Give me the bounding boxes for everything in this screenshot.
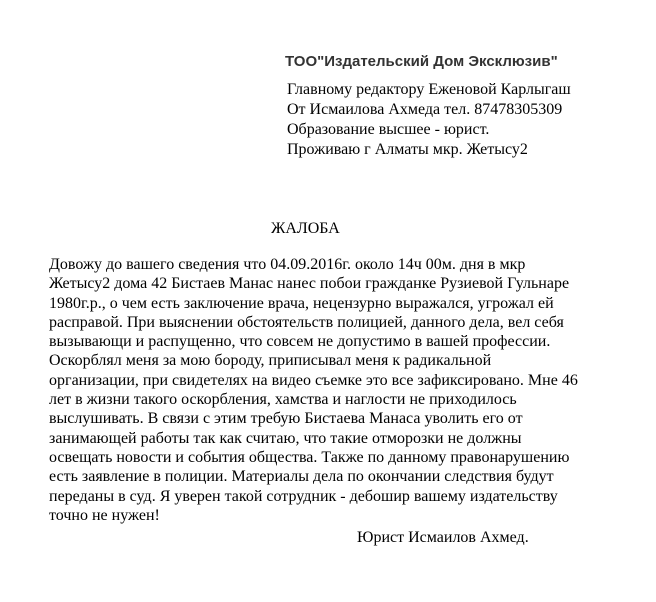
- company-name: ТОО"Издательский Дом Эксклюзив": [285, 53, 558, 70]
- body-line: расправой. При выяснении обстоятельств полицией, данного дела, вел себя: [49, 313, 564, 331]
- body-line: выслушивать. В связи с этим требую Бистаева Манаса уволить его от: [49, 410, 523, 428]
- body-line: вызывающи и распущенно, что совсем не допустимо в вашей профессии.: [49, 333, 551, 351]
- addressee-line-sender: От Исмаилова Ахмеда тел. 87478305309: [287, 101, 563, 118]
- body-line: организации, при свидетелях на видео съемке это все зафиксировано. Мне 46: [49, 371, 578, 389]
- body-line: Жетысу2 дома 42 Бистаев Манас нанес побои гражданке Рузиевой Гульнаре: [49, 275, 570, 293]
- addressee-line-education: Образование высшее - юрист.: [287, 121, 490, 138]
- addressee-line-recipient: Главному редактору Еженовой Карлыгаш: [287, 81, 571, 98]
- signature: Юрист Исмаилов Ахмед.: [357, 529, 529, 546]
- addressee-block: [287, 80, 571, 160]
- body-line: Оскорблял меня за мою бороду, приписывал меня к радикальной: [49, 352, 492, 370]
- complaint-body: [49, 255, 629, 525]
- body-line: освещать новости и события общества. Также по данному правонарушению: [49, 448, 570, 466]
- body-line: переданы в суд. Я уверен такой сотрудник - дебошир вашему издательству: [49, 487, 558, 505]
- body-line: есть заявление в полиции. Материалы дела по окончании следствия будут: [49, 468, 554, 486]
- body-line: занимающей работы так как считаю, что такие отморозки не должны: [49, 429, 522, 447]
- body-line: 1980г.р., о чем есть заключение врача, нецензурно выражался, угрожал ей: [49, 294, 554, 312]
- body-line: точно не нужен!: [49, 506, 160, 524]
- body-line: Довожу до вашего сведения что 04.09.2016г. около 14ч 00м. дня в мкр: [49, 256, 526, 273]
- body-line: лет в жизни такого оскорбления, хамства и наглости не приходилось: [49, 391, 517, 409]
- addressee-line-residence: Проживаю г Алматы мкр. Жетысу2: [287, 141, 528, 158]
- document-title: ЖАЛОБА: [271, 220, 340, 237]
